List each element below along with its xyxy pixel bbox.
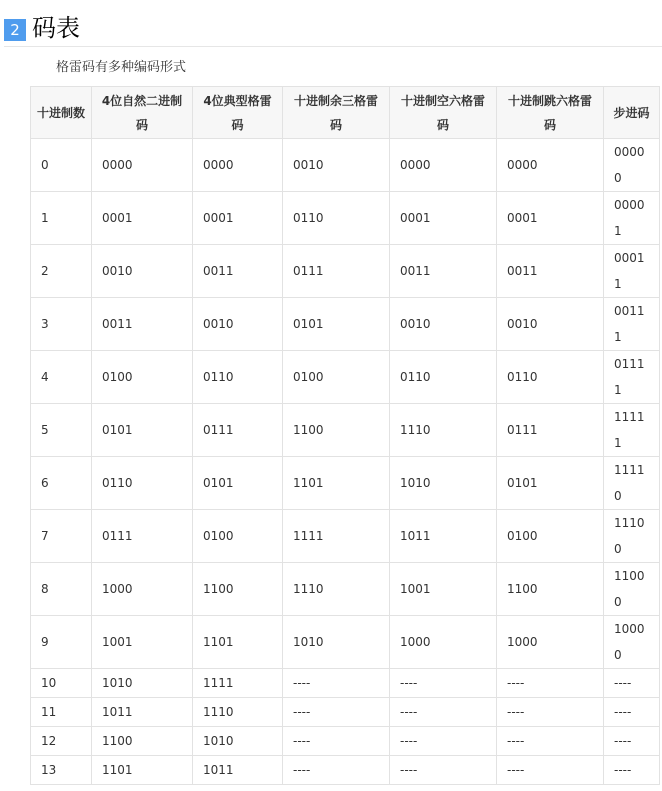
header-excess-three-gray: 十进制余三格雷码 <box>283 87 390 139</box>
cell-skip-six-gray: 1100 <box>497 563 604 616</box>
cell-typical-gray: 1100 <box>193 563 283 616</box>
cell-decimal: 2 <box>31 245 92 298</box>
table-row <box>31 727 660 756</box>
cell-empty-six-gray: 1110 <box>390 404 497 457</box>
cell-empty-six-gray: ---- <box>390 669 497 698</box>
cell-excess-three-gray: 0101 <box>283 298 390 351</box>
cell-skip-six-gray: ---- <box>497 727 604 756</box>
cell-typical-gray: 1011 <box>193 756 283 785</box>
cell-decimal: 9 <box>31 616 92 669</box>
header-skip-six-gray: 十进制跳六格雷码 <box>497 87 604 139</box>
cell-typical-gray: 0000 <box>193 139 283 192</box>
cell-skip-six-gray: 0100 <box>497 510 604 563</box>
cell-typical-gray: 1101 <box>193 616 283 669</box>
cell-excess-three-gray: 0010 <box>283 139 390 192</box>
cell-natural-binary: 0111 <box>92 510 193 563</box>
cell-natural-binary: 0001 <box>92 192 193 245</box>
cell-step-code: ---- <box>604 669 660 698</box>
header-step-code: 步进码 <box>604 87 660 139</box>
cell-typical-gray: 0111 <box>193 404 283 457</box>
cell-skip-six-gray: 0001 <box>497 192 604 245</box>
table-row <box>31 756 660 785</box>
cell-natural-binary: 1001 <box>92 616 193 669</box>
cell-natural-binary: 0011 <box>92 298 193 351</box>
table-row <box>31 404 660 457</box>
cell-typical-gray: 1111 <box>193 669 283 698</box>
cell-typical-gray: 0011 <box>193 245 283 298</box>
header-empty-six-gray: 十进制空六格雷码 <box>390 87 497 139</box>
cell-excess-three-gray: 1110 <box>283 563 390 616</box>
cell-step-code: 11110 <box>604 457 660 510</box>
cell-step-code: 01111 <box>604 351 660 404</box>
cell-natural-binary: 0101 <box>92 404 193 457</box>
section-title: 码表 <box>32 14 80 42</box>
table-row <box>31 298 660 351</box>
cell-decimal: 8 <box>31 563 92 616</box>
cell-step-code: 11000 <box>604 563 660 616</box>
cell-step-code: 10000 <box>604 616 660 669</box>
cell-empty-six-gray: ---- <box>390 756 497 785</box>
table-row <box>31 139 660 192</box>
table-row <box>31 616 660 669</box>
table-row <box>31 698 660 727</box>
section-header <box>4 14 662 47</box>
cell-step-code: ---- <box>604 727 660 756</box>
cell-natural-binary: 1100 <box>92 727 193 756</box>
cell-empty-six-gray: ---- <box>390 727 497 756</box>
cell-decimal: 10 <box>31 669 92 698</box>
cell-typical-gray: 1110 <box>193 698 283 727</box>
cell-decimal: 4 <box>31 351 92 404</box>
cell-decimal: 6 <box>31 457 92 510</box>
table-row <box>31 245 660 298</box>
cell-empty-six-gray: 0000 <box>390 139 497 192</box>
cell-excess-three-gray: 1100 <box>283 404 390 457</box>
cell-natural-binary: 0010 <box>92 245 193 298</box>
cell-natural-binary: 1000 <box>92 563 193 616</box>
cell-empty-six-gray: 0010 <box>390 298 497 351</box>
table-row <box>31 563 660 616</box>
cell-natural-binary: 1101 <box>92 756 193 785</box>
cell-empty-six-gray: 0110 <box>390 351 497 404</box>
table-header-row <box>31 87 660 139</box>
cell-decimal: 5 <box>31 404 92 457</box>
cell-excess-three-gray: ---- <box>283 727 390 756</box>
cell-skip-six-gray: ---- <box>497 669 604 698</box>
cell-decimal: 1 <box>31 192 92 245</box>
table-row <box>31 510 660 563</box>
cell-empty-six-gray: 1010 <box>390 457 497 510</box>
cell-skip-six-gray: 0101 <box>497 457 604 510</box>
cell-excess-three-gray: ---- <box>283 698 390 727</box>
cell-natural-binary: 0000 <box>92 139 193 192</box>
cell-typical-gray: 1010 <box>193 727 283 756</box>
cell-typical-gray: 0101 <box>193 457 283 510</box>
cell-empty-six-gray: 1011 <box>390 510 497 563</box>
cell-empty-six-gray: ---- <box>390 698 497 727</box>
cell-skip-six-gray: 0011 <box>497 245 604 298</box>
cell-step-code: ---- <box>604 698 660 727</box>
cell-excess-three-gray: 1101 <box>283 457 390 510</box>
cell-typical-gray: 0110 <box>193 351 283 404</box>
cell-excess-three-gray: 0110 <box>283 192 390 245</box>
cell-skip-six-gray: 0010 <box>497 298 604 351</box>
cell-skip-six-gray: 0111 <box>497 404 604 457</box>
cell-skip-six-gray: ---- <box>497 756 604 785</box>
cell-step-code: 11100 <box>604 510 660 563</box>
table-row <box>31 192 660 245</box>
header-natural-binary: 4位自然二进制码 <box>92 87 193 139</box>
cell-step-code: ---- <box>604 756 660 785</box>
cell-decimal: 0 <box>31 139 92 192</box>
cell-natural-binary: 0110 <box>92 457 193 510</box>
cell-skip-six-gray: 1000 <box>497 616 604 669</box>
cell-natural-binary: 1010 <box>92 669 193 698</box>
cell-step-code: 00011 <box>604 245 660 298</box>
header-typical-gray: 4位典型格雷码 <box>193 87 283 139</box>
cell-excess-three-gray: ---- <box>283 669 390 698</box>
gray-code-table <box>30 86 660 785</box>
cell-empty-six-gray: 1000 <box>390 616 497 669</box>
cell-excess-three-gray: 0100 <box>283 351 390 404</box>
cell-skip-six-gray: ---- <box>497 698 604 727</box>
cell-empty-six-gray: 0011 <box>390 245 497 298</box>
cell-skip-six-gray: 0000 <box>497 139 604 192</box>
cell-decimal: 11 <box>31 698 92 727</box>
cell-decimal: 12 <box>31 727 92 756</box>
cell-natural-binary: 0100 <box>92 351 193 404</box>
cell-step-code: 11111 <box>604 404 660 457</box>
cell-typical-gray: 0001 <box>193 192 283 245</box>
cell-empty-six-gray: 0001 <box>390 192 497 245</box>
cell-excess-three-gray: ---- <box>283 756 390 785</box>
cell-step-code: 00111 <box>604 298 660 351</box>
section-number-badge: 2 <box>4 19 26 41</box>
cell-step-code: 00000 <box>604 139 660 192</box>
cell-typical-gray: 0100 <box>193 510 283 563</box>
cell-typical-gray: 0010 <box>193 298 283 351</box>
cell-excess-three-gray: 0111 <box>283 245 390 298</box>
table-row <box>31 457 660 510</box>
intro-text: 格雷码有多种编码形式 <box>56 60 187 75</box>
cell-decimal: 13 <box>31 756 92 785</box>
cell-excess-three-gray: 1010 <box>283 616 390 669</box>
cell-step-code: 00001 <box>604 192 660 245</box>
header-decimal: 十进制数 <box>31 87 92 139</box>
table-row <box>31 351 660 404</box>
cell-empty-six-gray: 1001 <box>390 563 497 616</box>
cell-excess-three-gray: 1111 <box>283 510 390 563</box>
cell-skip-six-gray: 0110 <box>497 351 604 404</box>
cell-decimal: 3 <box>31 298 92 351</box>
table-row <box>31 669 660 698</box>
table-body <box>31 139 660 785</box>
cell-natural-binary: 1011 <box>92 698 193 727</box>
cell-decimal: 7 <box>31 510 92 563</box>
